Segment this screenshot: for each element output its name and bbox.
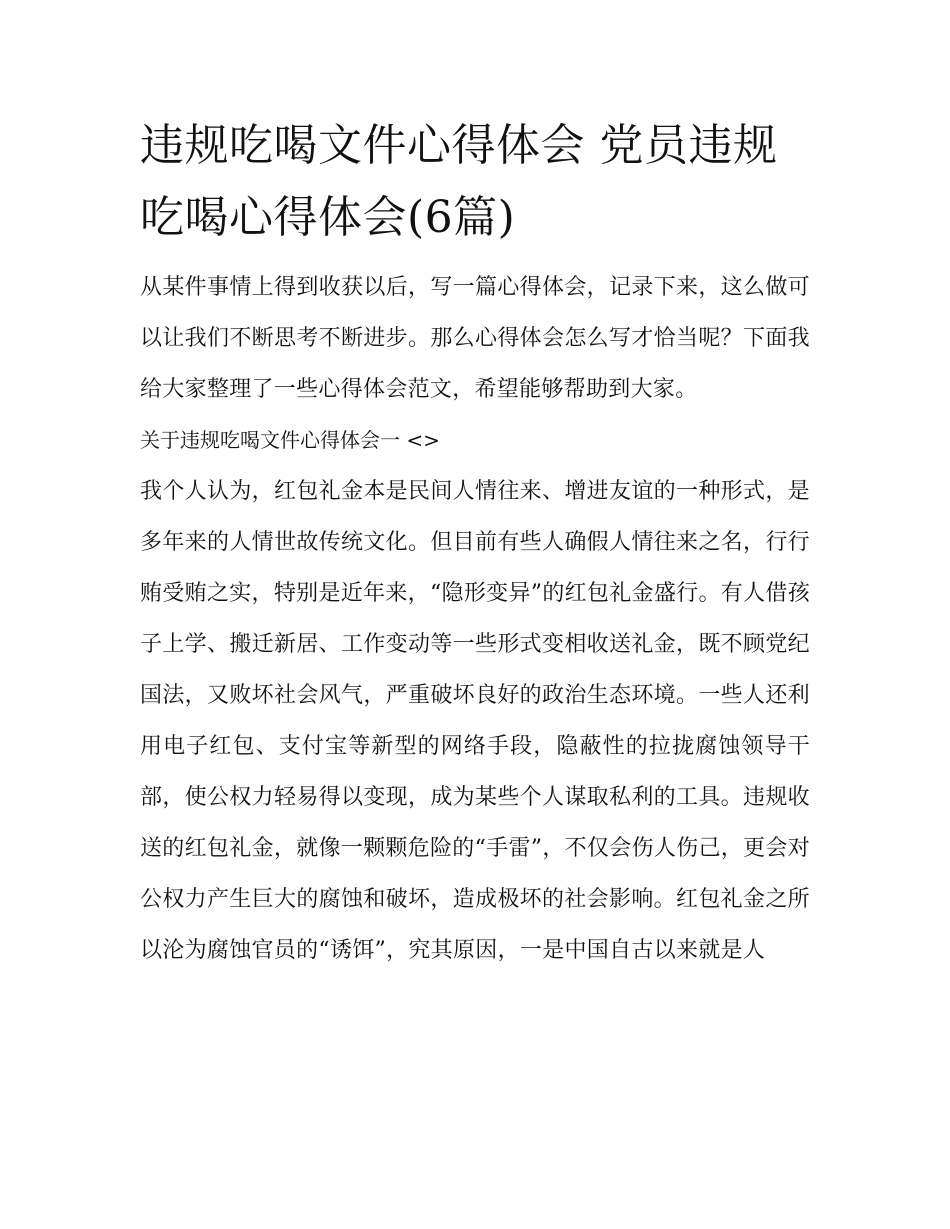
intro-paragraph: 从某件事情上得到收获以后，写一篇心得体会，记录下来，这么做可以让我们不断思考不断进步。那么心得体会怎么写才恰当呢？下面我给大家整理了一些心得体会范文，希望能够帮助到大家。 [140,275,810,402]
document-title: 违规吃喝文件心得体会 党员违规吃喝心得体会(6篇) [140,120,778,243]
body-paragraph: 我个人认为，红包礼金本是民间人情往来、增进友谊的一种形式，是多年来的人情世故传统文化。但目前有些人确假人情往来之名，行行贿受贿之实，特别是近年来，“隐形变异”的红包礼金盛行。有人借孩子上学、搬迁新居、工作变动等一些形式变相收送礼金，既不顾党纪国法，又败坏社会风气，严重破坏良好的政治生态环境。一些人还利用电子红包、支付宝等新型的网络手段，隐蔽性的拉拢腐蚀领导干部，使公权力轻易得以变现，成为某些个人谋取私利的工具。违规收送的红包礼金，就像一颗颗危险的“手雷”，不仅会伤人伤己，更会对公权力产生巨大的腐蚀和破坏，造成极坏的社会影响。红包礼金之所以沦为腐蚀官员的“诱饵”，究其原因，一是中国自古以来就是人 [140,479,810,963]
document-page [140,110,810,976]
section-heading: 关于违规吃喝文件心得体会一 <> [140,428,440,452]
